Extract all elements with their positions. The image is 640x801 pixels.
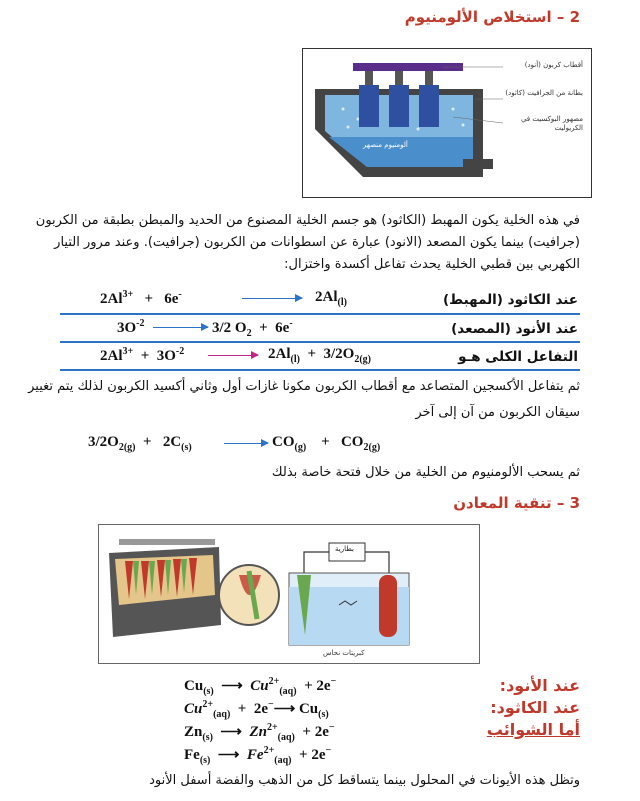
section-title-aluminum: 2 – استخلاص الألومنيوم xyxy=(404,8,580,26)
cathode-product: $2Al_{(l)}$ xyxy=(315,289,347,308)
label-anode: أقطاب كربون (أنود) xyxy=(524,61,583,69)
overall-label: التفاعل الكلى هـو xyxy=(458,349,578,365)
paragraph-line: ثم يتفاعل الأكسجين المتصاعد مع أقطاب الكربون مكونا غازات أول وثاني أكسيد الكربون لذلك يتم تغيير xyxy=(28,379,580,394)
pure-cathode xyxy=(379,575,397,637)
divider-line xyxy=(60,341,580,343)
eq-zn-oxidation: $Zn_{(s)}$ ⟶ $Zn^{2+}_{(aq)} + 2e^-$ xyxy=(184,722,335,743)
divider-line xyxy=(60,313,580,315)
purification-cathode-label: عند الكاثود: xyxy=(490,698,580,717)
refining-diagram xyxy=(99,525,479,663)
eq-cu-oxidation: $Cu_{(s)}$ ⟶ $Cu^{2+}_{(aq)} + 2e^-$ xyxy=(184,676,337,697)
carbon-anode-2 xyxy=(389,85,409,127)
label-molten-aluminum: ألومنيوم منصهر xyxy=(363,141,408,149)
label-battery: بطارية xyxy=(335,545,354,553)
carbon-products: $CO_{(g)}$ + $CO_{2(g)}$ xyxy=(272,434,381,453)
eq-cu-reduction: $Cu^{2+}_{(aq)}$ + 2e−⟶ $Cu_{(s)}$ xyxy=(184,699,329,720)
paragraph-line: سيقان الكربون من آن إلى آخر xyxy=(415,405,580,420)
label-cathode: بطانة من الجرافيت (كاثود) xyxy=(505,89,583,97)
label-solution: كبريتات نحاس xyxy=(323,649,365,657)
carbon-reactants: $3/2O_{2(g)} + 2C_{(s)}$ xyxy=(88,434,192,453)
carbon-anode-1 xyxy=(359,85,379,127)
divider-line xyxy=(60,369,580,371)
eq-fe-oxidation: $Fe_{(s)}$ ⟶ $Fe^{2+}_{(aq)} + 2e^-$ xyxy=(184,745,332,766)
reaction-arrow xyxy=(224,443,268,444)
overall-reactants: $2Al^{3+} + 3O^{-2}$ xyxy=(100,346,185,364)
paragraph-aluminum-removal: ثم يسحب الألومنيوم من الخلية من خلال فتحة خاصة بذلك xyxy=(271,465,580,480)
paragraph-carbon-oxidation xyxy=(20,374,580,426)
anode-products: 3/2 $O_2 + 6e^-$ xyxy=(212,318,293,339)
paragraph-cell-description xyxy=(20,210,580,276)
overall-products: $2Al_{(l)} + 3/2O_{2(g)}$ xyxy=(268,346,372,365)
cathode-label: عند الكاثود (المهبط) xyxy=(443,292,578,308)
reaction-arrow xyxy=(208,355,258,356)
refining-figure xyxy=(98,524,480,664)
anode-reactant: $3O^{-2}$ xyxy=(117,318,145,336)
paragraph-final: وتظل هذه الأيونات في المحلول بينما يتساقط كل من الذهب والفضة أسفل الأنود xyxy=(149,773,580,788)
purification-anode-label: عند الأنود: xyxy=(499,676,580,695)
impurities-label: أما الشوائب xyxy=(486,720,580,739)
paragraph-line: في هذه الخلية يكون المهبط (الكاثود) هو جسم الخلية المصنوع من الحديد والمبطن بطبقة من الكربون xyxy=(35,213,580,228)
paragraph-line: (جرافيت) بينما يكون المصعد (الانود) عبارة عن اسطوانات من الكربون (جرافيت). وعند مرور التيار xyxy=(54,235,580,250)
aluminum-cell-figure xyxy=(302,48,592,198)
section-title-purification: 3 – تنقية المعادن xyxy=(453,494,580,512)
reaction-arrow xyxy=(242,298,302,299)
label-melt: مصهور البوكسيت في الكريوليت xyxy=(520,115,583,132)
anode-label: عند الأنود (المصعد) xyxy=(451,321,578,337)
cathode-equation: $2Al^{3+} + 6e^-$ xyxy=(100,289,182,307)
reaction-arrow xyxy=(153,327,208,328)
outlet-pipe xyxy=(463,159,493,169)
paragraph-line: الكهربي بين قطبي الخلية يحدث تفاعل أكسدة واختزال: xyxy=(284,257,580,272)
carbon-anode-3 xyxy=(419,85,439,127)
